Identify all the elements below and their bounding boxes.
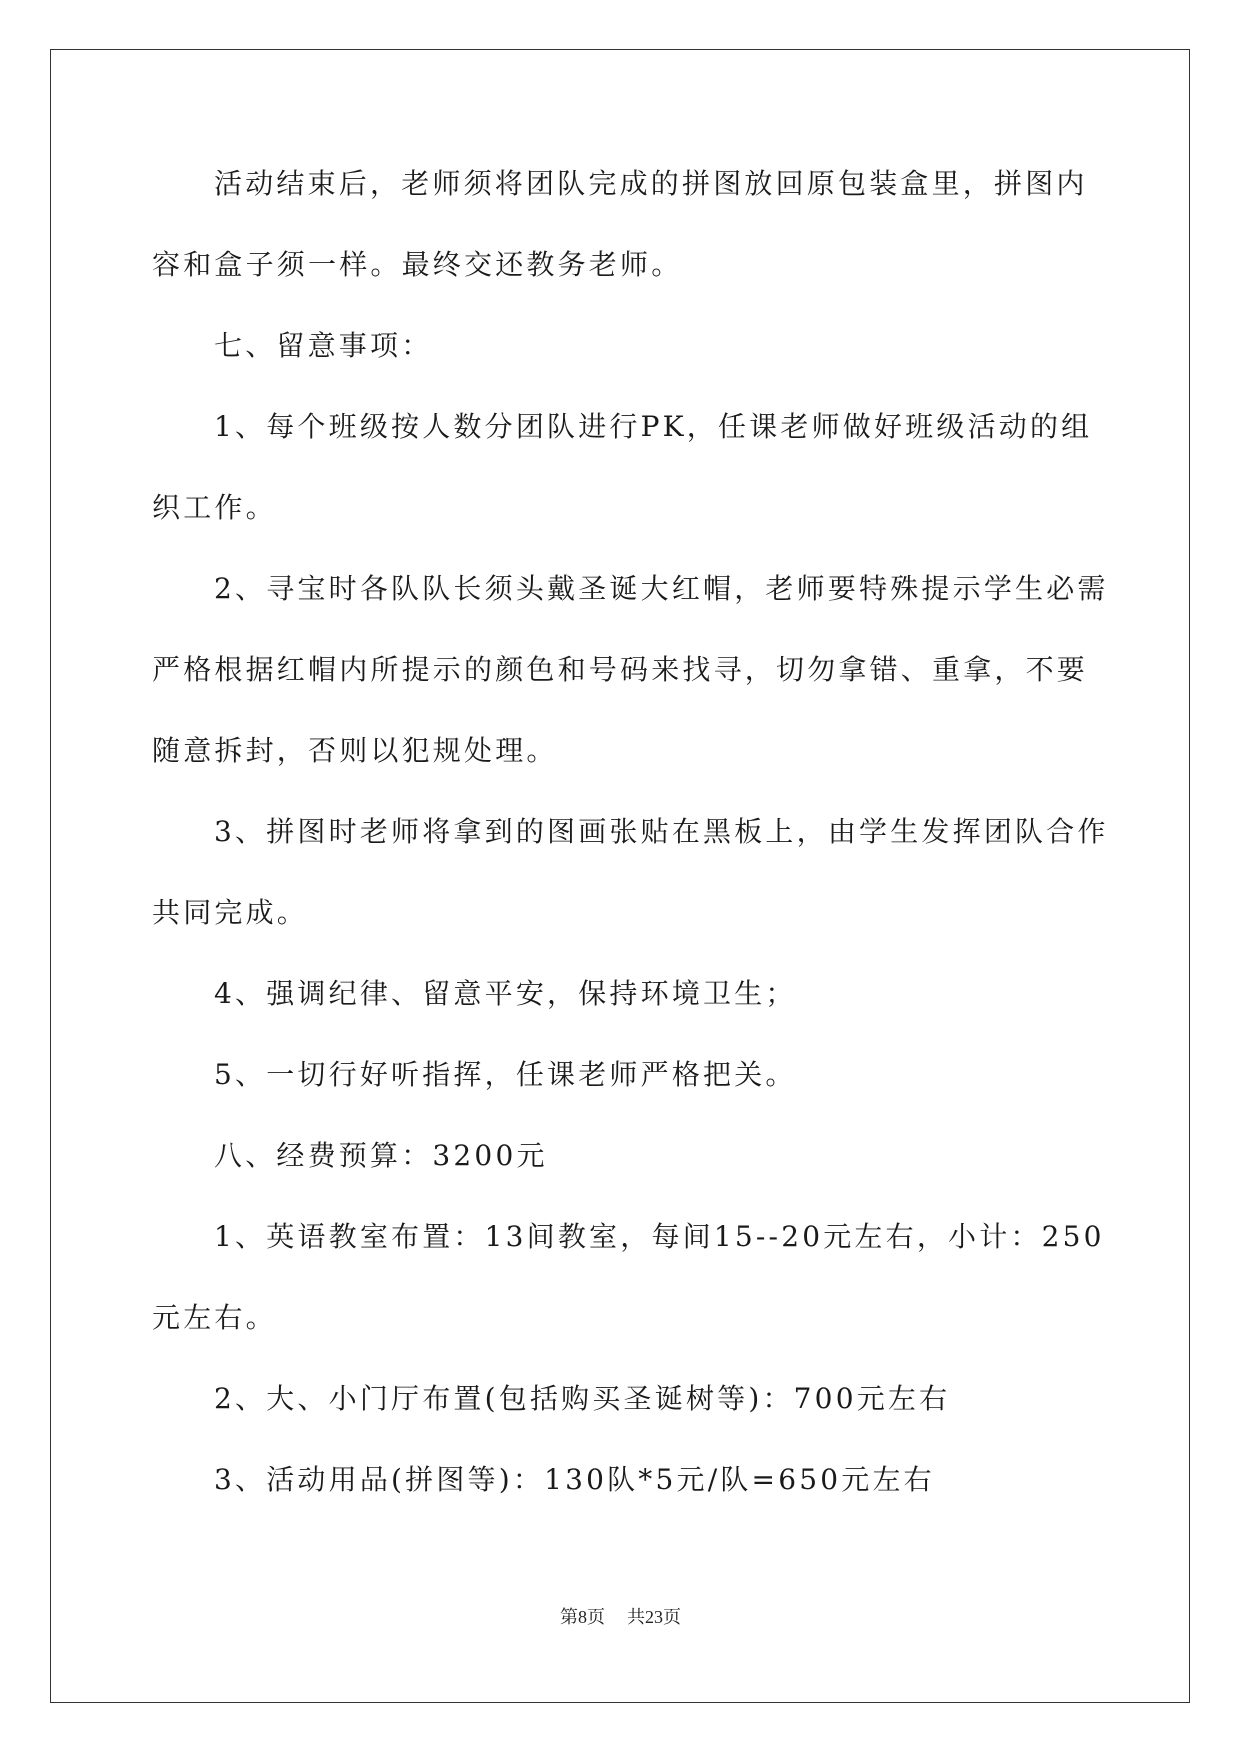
paragraph-line: 3、活动用品(拼图等)：130队*5元/队=650元左右 [214, 1463, 935, 1496]
section-heading: 八、经费预算：3200元 [214, 1139, 548, 1172]
paragraph-line: 活动结束后，老师须将团队完成的拼图放回原包装盒里，拼图内 [214, 167, 1088, 200]
paragraph-line: 织工作。 [152, 491, 277, 524]
paragraph-line: 共同完成。 [152, 896, 309, 929]
paragraph-line: 容和盒子须一样。最终交还教务老师。 [152, 248, 683, 281]
paragraph-line: 1、每个班级按人数分团队进行PK，任课老师做好班级活动的组 [214, 410, 1093, 443]
page-footer [0, 1603, 1241, 1629]
paragraph-line: 2、寻宝时各队队长须头戴圣诞大红帽，老师要特殊提示学生必需 [214, 572, 1109, 605]
page-number: 第8页 [560, 1607, 605, 1627]
paragraph-line: 随意拆封，否则以犯规处理。 [152, 734, 558, 767]
paragraph-line: 5、一切行好听指挥，任课老师严格把关。 [214, 1058, 797, 1091]
paragraph-line: 3、拼图时老师将拿到的图画张贴在黑板上，由学生发挥团队合作 [214, 815, 1109, 848]
document-body [152, 162, 1109, 1539]
paragraph-line: 严格根据红帽内所提示的颜色和号码来找寻，切勿拿错、重拿，不要 [152, 653, 1089, 686]
paragraph-line: 1、英语教室布置：13间教室，每间15--20元左右，小计：250 [214, 1220, 1105, 1253]
paragraph-line: 元左右。 [152, 1301, 277, 1334]
paragraph-line: 4、强调纪律、留意平安，保持环境卫生； [214, 977, 797, 1010]
section-heading: 七、留意事项： [214, 329, 433, 362]
page-total: 共23页 [627, 1607, 681, 1627]
paragraph-line: 2、大、小门厅布置(包括购买圣诞树等)：700元左右 [214, 1382, 951, 1415]
